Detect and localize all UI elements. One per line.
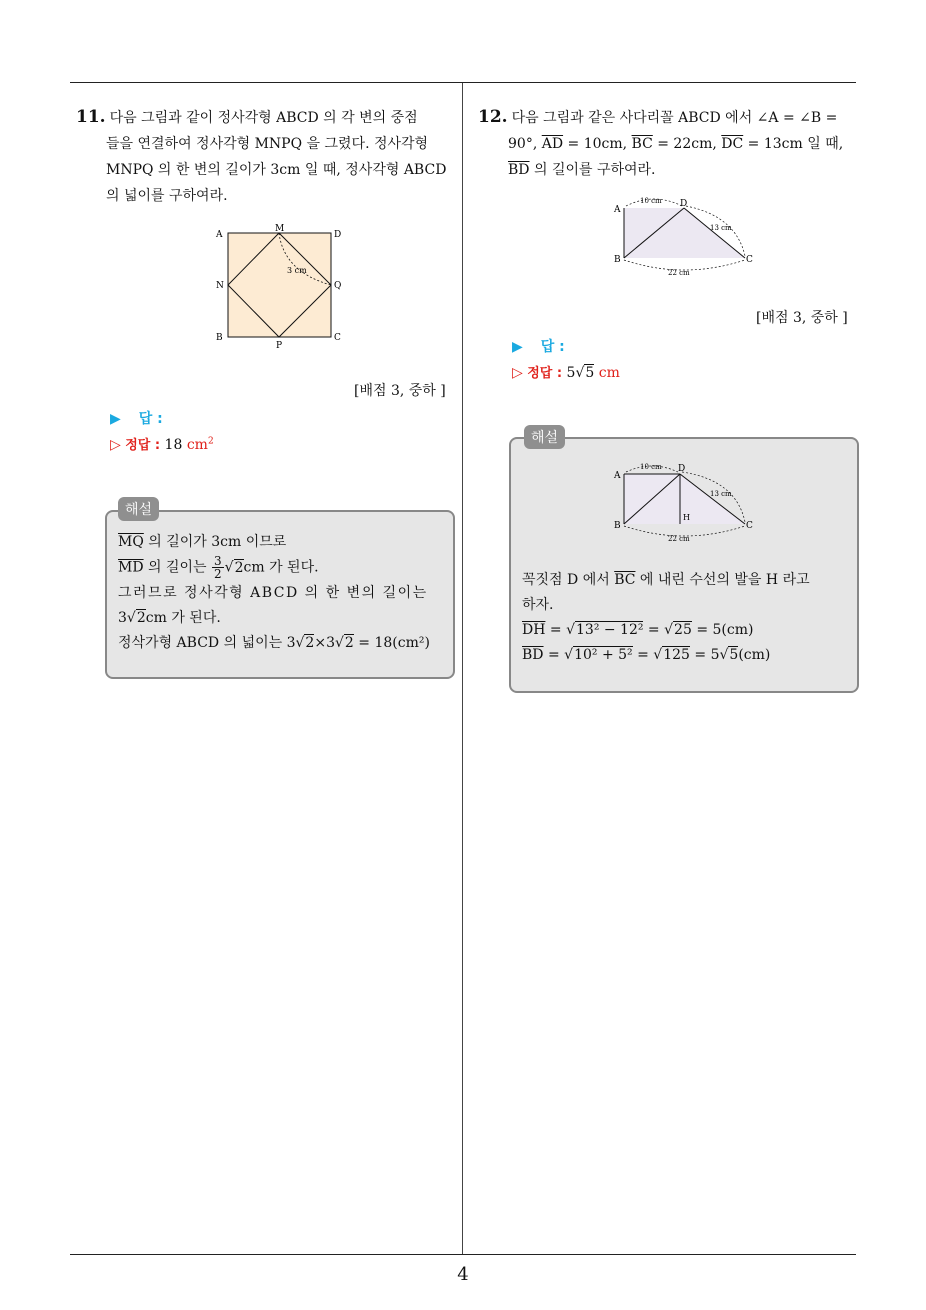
label-top: 10 cm <box>640 197 662 205</box>
label-d: D <box>678 464 686 474</box>
sol-line3: 그러므로 정사각형 ABCD 의 한 변의 길이는 <box>118 584 428 601</box>
answer-label: 답 : <box>540 339 565 355</box>
square-figure <box>210 222 350 352</box>
sol-text: cm 가 된다. <box>145 609 221 626</box>
sol-line2: $\overline{MD}$ 의 길이는 $\frac{3}{2}$ √2cm 가 된다. <box>118 554 319 581</box>
solution-text-11 <box>118 530 444 656</box>
fraction <box>212 555 224 580</box>
solution-figure <box>608 458 758 544</box>
question-11-line4: 의 넓이를 구하여라. <box>106 188 228 204</box>
top-rule <box>70 82 856 83</box>
segment-mq: $\overline{MQ}$ <box>118 534 144 550</box>
correct-row-11 <box>110 434 214 453</box>
question-11-line3: MNPQ 의 한 변의 길이가 3cm 일 때, 정사각형 ABCD <box>106 162 447 178</box>
label-top: 10 cm <box>640 463 662 471</box>
q-text: 90°, <box>508 136 542 152</box>
correct-row-12: ▷ 정답 : 5√5 cm <box>512 365 620 381</box>
correct-pre: 5 <box>566 365 576 381</box>
radicand: 5 <box>729 647 739 663</box>
question-12-line1 <box>478 104 862 131</box>
radicand: 125 <box>663 647 690 663</box>
label-c: C <box>746 255 753 265</box>
outline-triangle-icon: ▷ <box>512 365 523 381</box>
label-d: D <box>680 199 688 209</box>
segment-bc: $\overline{BC}$ <box>631 136 653 152</box>
sol-line2: 하자. <box>522 597 554 613</box>
fraction-num: 3 <box>214 554 222 568</box>
sol-text: 의 길이는 <box>148 559 207 576</box>
question-number: 11. <box>76 107 106 127</box>
length-label: 3 cm <box>287 266 307 275</box>
segment-dh: $\overline{DH}$ <box>522 622 546 638</box>
play-triangle-icon: ▶ <box>512 339 523 355</box>
label-a: A <box>614 205 621 215</box>
label-b: B <box>216 333 223 343</box>
correct-unit: cm <box>186 437 208 453</box>
q-text: = 22cm, <box>652 136 722 152</box>
sol-text: (cm) <box>738 647 771 663</box>
sol-text: = <box>632 647 654 663</box>
label-b: B <box>614 255 621 265</box>
question-number: 12. <box>478 107 508 127</box>
square-abcd <box>228 233 331 337</box>
label-bottom: 22 cm <box>668 269 690 277</box>
label-q: Q <box>334 281 342 291</box>
sol-text: = <box>643 622 665 638</box>
label-m: M <box>275 224 285 234</box>
trapezoid-figure <box>608 194 758 278</box>
correct-unit: cm <box>598 365 620 381</box>
correct-value: 18 <box>164 437 183 453</box>
fraction-den: 2 <box>214 567 222 581</box>
label-bottom: 22 cm <box>668 535 690 543</box>
question-11-line1 <box>76 104 456 131</box>
label-c: C <box>746 521 753 531</box>
score-11: [배점 3, 중하 ] <box>354 383 446 399</box>
segment-bc: $\overline{BC}$ <box>614 572 636 588</box>
column-divider <box>462 83 463 1255</box>
sol-text: 꼭짓점 D 에서 <box>522 572 615 588</box>
segment-bd: $\overline{BD}$ <box>522 647 544 663</box>
label-h: H <box>683 513 690 522</box>
question-11 <box>76 104 456 209</box>
sol-line1 <box>522 568 848 593</box>
solution-tag-11: 해설 <box>118 497 159 521</box>
sol-text: cm 가 된다. <box>243 559 319 576</box>
answer-row-11 <box>110 408 163 428</box>
sol-text: 의 길이가 3cm 이므로 <box>148 534 287 550</box>
sol-line3: $\overline{DH} = √13^2 - 12^2 = √25 = 5(cm)$ <box>522 622 754 638</box>
q-text: = 13cm 일 때, <box>743 136 844 152</box>
q-text: 의 길이를 구하여라. <box>529 162 656 178</box>
radicand: 25 <box>674 622 692 638</box>
sol-text: 3 <box>118 609 127 626</box>
correct-label: 정답 : <box>527 366 563 381</box>
radicand: 2 <box>234 559 244 576</box>
sol-line4: $\overline{BD} = √10^2 + 5^2 = √125 = 5√5(cm)$ <box>522 647 771 663</box>
score-12: [배점 3, 중하 ] <box>756 310 848 326</box>
solution-text-12 <box>522 568 848 668</box>
radicand: 2 <box>305 634 315 651</box>
segment-dc: $\overline{DC}$ <box>721 136 744 152</box>
sol-line1 <box>118 530 444 555</box>
solution-tag-12: 해설 <box>524 425 565 449</box>
segment-bd: $\overline{BD}$ <box>508 162 530 178</box>
sol-text: = 5 <box>689 647 720 663</box>
question-text: 다음 그림과 같이 정사각형 ABCD 의 각 변의 중점 <box>109 110 418 126</box>
answer-row-12 <box>512 336 565 356</box>
sol-text: 정삭가형 ABCD 의 넓이는 3 <box>118 634 296 651</box>
play-triangle-icon: ▶ <box>110 411 121 427</box>
label-a: A <box>614 471 621 481</box>
segment-ad: $\overline{AD}$ <box>541 136 564 152</box>
label-side: 13 cm <box>710 224 732 232</box>
sol-text: = <box>543 647 565 663</box>
page-number: 4 <box>457 1264 469 1285</box>
question-11-line2: 들을 연결하여 정사각형 MNPQ 을 그렸다. 정사각형 <box>106 136 429 152</box>
sol-text: 에 내린 수선의 발을 H 라고 <box>635 572 810 588</box>
correct-radicand: 5 <box>585 365 595 381</box>
sol-line4: 3√2cm 가 된다. <box>118 609 221 626</box>
label-d: D <box>334 230 342 240</box>
correct-label: 정답 : <box>125 438 161 453</box>
sol-text: = 5(cm) <box>691 622 754 638</box>
bottom-rule <box>70 1254 856 1255</box>
label-b: B <box>614 521 621 531</box>
radicand: 2 <box>136 609 146 626</box>
trapezoid-fill <box>624 208 745 258</box>
q-text: = 10cm, <box>563 136 632 152</box>
outline-triangle-icon: ▷ <box>110 437 121 453</box>
correct-exp: 2 <box>207 436 214 447</box>
label-n: N <box>216 281 224 291</box>
sol-line5: 정삭가형 ABCD 의 넓이는 3√2×3√2 = 18(cm²) <box>118 634 430 651</box>
radicand: 2 <box>344 634 354 651</box>
question-12-line3 <box>478 157 862 183</box>
label-p: P <box>276 341 283 351</box>
answer-label: 답 : <box>138 411 163 427</box>
segment-md: $\overline{MD}$ <box>118 559 144 576</box>
question-12-line2 <box>478 131 862 157</box>
label-c: C <box>334 333 341 343</box>
label-a: A <box>216 230 223 240</box>
question-text: 다음 그림과 같은 사다리꼴 ABCD 에서 ∠A = ∠B = <box>511 110 838 126</box>
sol-text: = <box>545 622 567 638</box>
question-12 <box>478 104 862 183</box>
sol-text: = 18(cm²) <box>353 634 430 651</box>
sol-text: ×3 <box>314 634 335 651</box>
radicand: 13² − 12² <box>576 622 644 638</box>
label-side: 13 cm <box>710 490 732 498</box>
radicand: 10² + 5² <box>574 647 633 663</box>
